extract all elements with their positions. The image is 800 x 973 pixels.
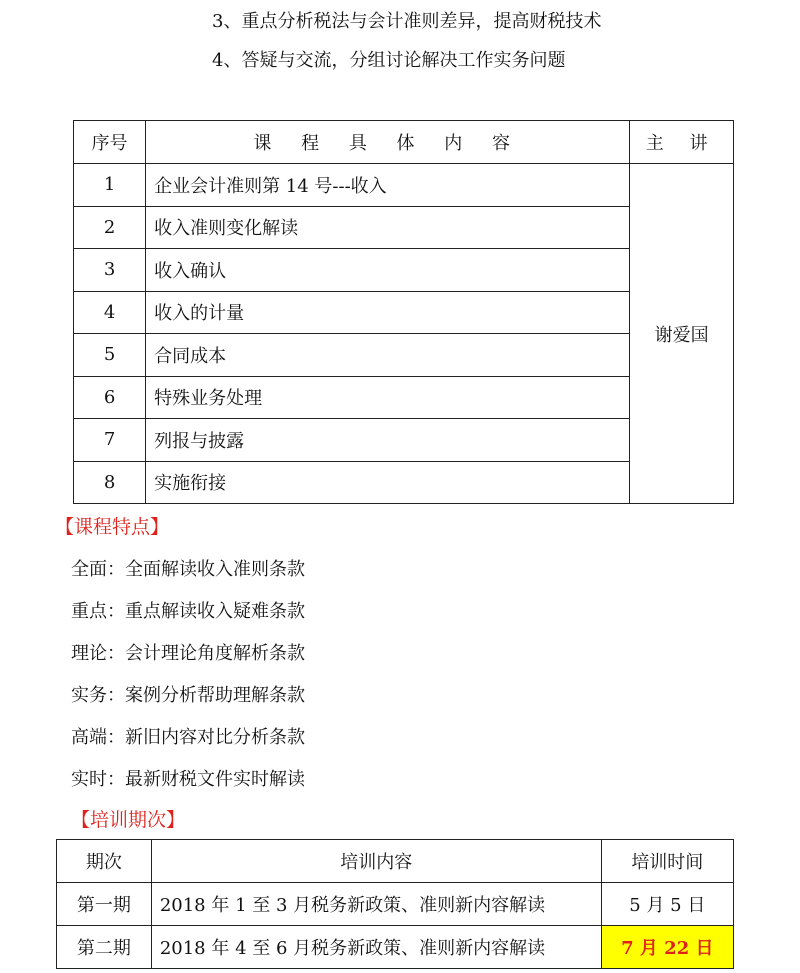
row-content: 企业会计准则第 14 号---收入	[146, 164, 630, 207]
row-no: 2	[74, 206, 146, 249]
course-table	[73, 120, 734, 504]
session-table-header	[57, 840, 734, 883]
intro-item-3: 3、重点分析税法与会计准则差异，提高财税技术	[212, 11, 602, 32]
lecturer-name: 谢爱国	[630, 164, 734, 504]
session-term: 第二期	[57, 926, 152, 969]
feature-item: 实时：最新财税文件实时解读	[71, 769, 305, 790]
row-content: 列报与披露	[146, 419, 630, 462]
row-content: 收入准则变化解读	[146, 206, 630, 249]
header-lecturer: 主 讲	[630, 121, 734, 164]
sessions-heading: 【培训期次】	[71, 809, 186, 831]
row-no: 3	[74, 249, 146, 292]
header-content: 课 程 具 体 内 容	[146, 121, 630, 164]
row-content: 合同成本	[146, 334, 630, 377]
session-time-highlighted: 7 月 22 日	[601, 926, 733, 969]
feature-item: 理论：会计理论角度解析条款	[71, 643, 305, 664]
session-term: 第一期	[57, 883, 152, 926]
table-row	[74, 164, 734, 207]
row-no: 7	[74, 419, 146, 462]
header-session-content: 培训内容	[151, 840, 601, 883]
row-content: 实施衔接	[146, 461, 630, 504]
feature-item: 重点：重点解读收入疑难条款	[71, 601, 305, 622]
intro-item-4: 4、答疑与交流，分组讨论解决工作实务问题	[212, 50, 566, 71]
feature-item: 全面：全面解读收入准则条款	[71, 559, 305, 580]
course-table-header	[74, 121, 734, 164]
row-no: 6	[74, 376, 146, 419]
session-time: 5 月 5 日	[601, 883, 733, 926]
features-heading: 【课程特点】	[55, 516, 170, 538]
header-term: 期次	[57, 840, 152, 883]
row-no: 5	[74, 334, 146, 377]
header-no: 序号	[74, 121, 146, 164]
table-row	[57, 926, 734, 969]
row-no: 8	[74, 461, 146, 504]
row-no: 4	[74, 291, 146, 334]
row-content: 收入的计量	[146, 291, 630, 334]
session-content: 2018 年 4 至 6 月税务新政策、准则新内容解读	[151, 926, 601, 969]
row-content: 特殊业务处理	[146, 376, 630, 419]
header-time: 培训时间	[601, 840, 733, 883]
session-table	[56, 839, 734, 969]
row-no: 1	[74, 164, 146, 207]
session-content: 2018 年 1 至 3 月税务新政策、准则新内容解读	[151, 883, 601, 926]
table-row	[57, 883, 734, 926]
row-content: 收入确认	[146, 249, 630, 292]
feature-item: 实务：案例分析帮助理解条款	[71, 685, 305, 706]
feature-item: 高端：新旧内容对比分析条款	[71, 727, 305, 748]
